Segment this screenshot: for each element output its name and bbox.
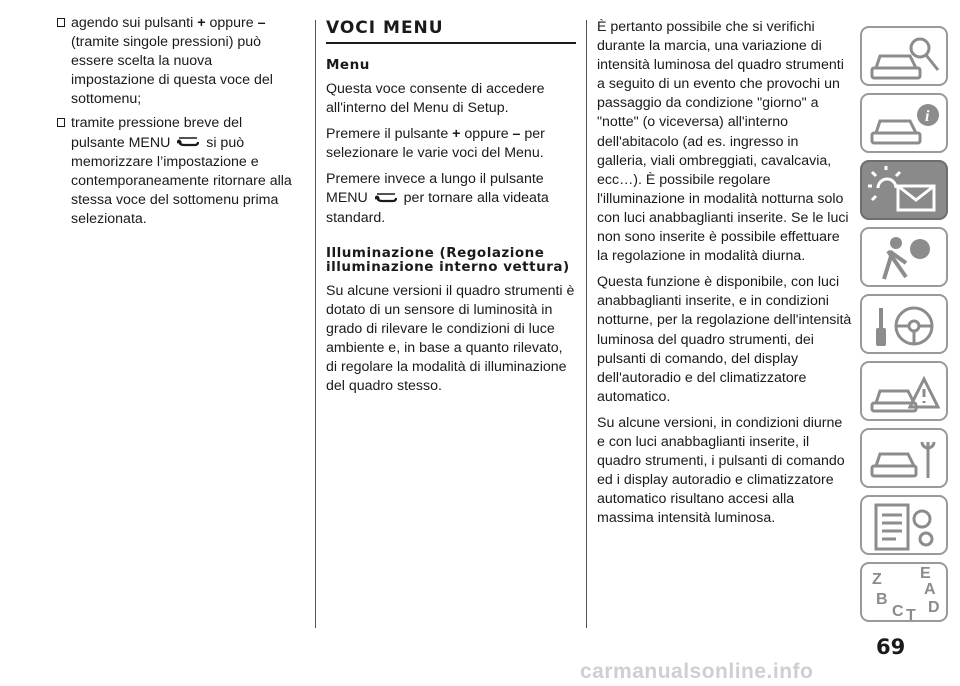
index-letter: T (906, 607, 916, 624)
index-letter: D (928, 599, 940, 616)
svg-text:i: i (925, 108, 930, 125)
column-divider (315, 20, 316, 628)
list-item (57, 114, 297, 229)
text: oppure (205, 15, 258, 31)
menu-return-icon (177, 137, 199, 149)
text: tramite pressione breve del pulsante MENU (71, 115, 243, 151)
subsection-heading-menu: Menu (326, 57, 370, 73)
section-title: VOCI MENU (326, 18, 576, 44)
index-letter: E (920, 565, 931, 582)
tab-light-envelope[interactable] (860, 160, 948, 220)
text: si può memorizzare l’impostazione e contemporaneamente ritornare alla stessa voce del sottomenu prima selezionata. (71, 134, 292, 227)
checkbox-bullet-icon (57, 18, 65, 27)
text: per selezionare le varie voci del Menu. (326, 126, 545, 162)
document-gears-icon (862, 497, 948, 555)
text: Premere invece a lungo il pulsante MENU (326, 171, 544, 207)
alphabet-index-icon (862, 564, 948, 622)
car-info-icon (862, 95, 948, 153)
warning-triangle-car-icon (862, 363, 948, 421)
text: Premere il pulsante (326, 126, 453, 143)
list-item (57, 14, 297, 109)
tab-car-wrench[interactable] (860, 428, 948, 488)
paragraph: Su alcune versioni, in condizioni diurne e con luci anabbaglianti inserite, il quadro strumenti, i pulsanti di comando ed i display autoradio e climatizzatore automatico risultano accesi alla massima intensità luminosa. (597, 414, 845, 527)
text: (tramite singole pressioni) può essere scelta la nuova impostazione di questa voce del sottomenu; (71, 34, 273, 108)
page-number: 69 (876, 635, 906, 659)
tab-car-info[interactable] (860, 93, 948, 153)
paragraph (326, 170, 576, 227)
paragraph: Questa funzione è disponibile, con luci anabbaglianti inserite, e in condizioni notturne, per la regolazione dell'intensità luminosa del quadro strumenti, dei pulsanti di comando, del display dell'autoradio e del climatizzatore automatico. (597, 274, 852, 405)
tab-warning-car[interactable] (860, 361, 948, 421)
plus-symbol: + (197, 15, 206, 31)
column-right (597, 18, 852, 535)
key-steering-wheel-icon (862, 296, 948, 354)
paragraph: Questa voce consente di accedere all'interno del Menu di Setup. (326, 81, 545, 117)
text: per tornare alla videata standard. (326, 190, 549, 226)
column-divider (586, 20, 587, 628)
chapter-tabs (860, 26, 948, 629)
checkbox-bullet-icon (57, 118, 65, 127)
tab-car-search[interactable] (860, 26, 948, 86)
car-search-icon (862, 28, 948, 86)
tab-airbag-seatbelt[interactable] (860, 227, 948, 287)
text: agendo sui pulsanti (71, 15, 198, 31)
watermark: carmanualsonline.info (580, 660, 814, 683)
index-letter: B (876, 591, 888, 608)
column-left (57, 14, 297, 234)
minus-symbol: – (512, 126, 521, 143)
index-letter: C (892, 603, 904, 620)
text: oppure (460, 126, 513, 143)
menu-return-icon (375, 193, 397, 205)
tab-key-steering[interactable] (860, 294, 948, 354)
minus-symbol: – (257, 15, 266, 31)
index-letter: Z (872, 571, 882, 588)
index-letter: A (924, 581, 936, 598)
paragraph: È pertanto possibile che si verifichi durante la marcia, una variazione di intensità luminosa del quadro strumenti a seguito di un evento che provochi un passaggio da condizione "giorno" a "notte" (o viceversa) all'interno dell'abitacolo (ad es. ingresso in galleria, viali ombreggiati, cavalcavia, ecc…). È possibile regolare l'illuminazione in modalità notturna solo con luci anabbaglianti inserite. Se le luci non sono inserite è possibile effettuare la regolazione in modalità diurna. (597, 19, 849, 265)
car-wrench-icon (862, 430, 948, 488)
paragraph (326, 125, 576, 163)
tab-alphabet-index[interactable] (860, 562, 948, 622)
paragraph: Su alcune versioni il quadro strumenti è dotato di un sensore di luminosità in grado di rilevare le condizioni di luce ambiente e, in base a quanto rilevato, di regolare la modalità di illuminazione del quadro stesso. (326, 282, 575, 395)
bullet-list (57, 14, 297, 229)
light-envelope-icon (862, 162, 948, 220)
column-middle (326, 18, 576, 403)
subsection-heading-illuminazione: Illuminazione (Regolazione illuminazione interno vettura) (326, 244, 570, 275)
airbag-seatbelt-icon (862, 229, 948, 287)
plus-symbol: + (452, 126, 461, 143)
tab-document-gears[interactable] (860, 495, 948, 555)
